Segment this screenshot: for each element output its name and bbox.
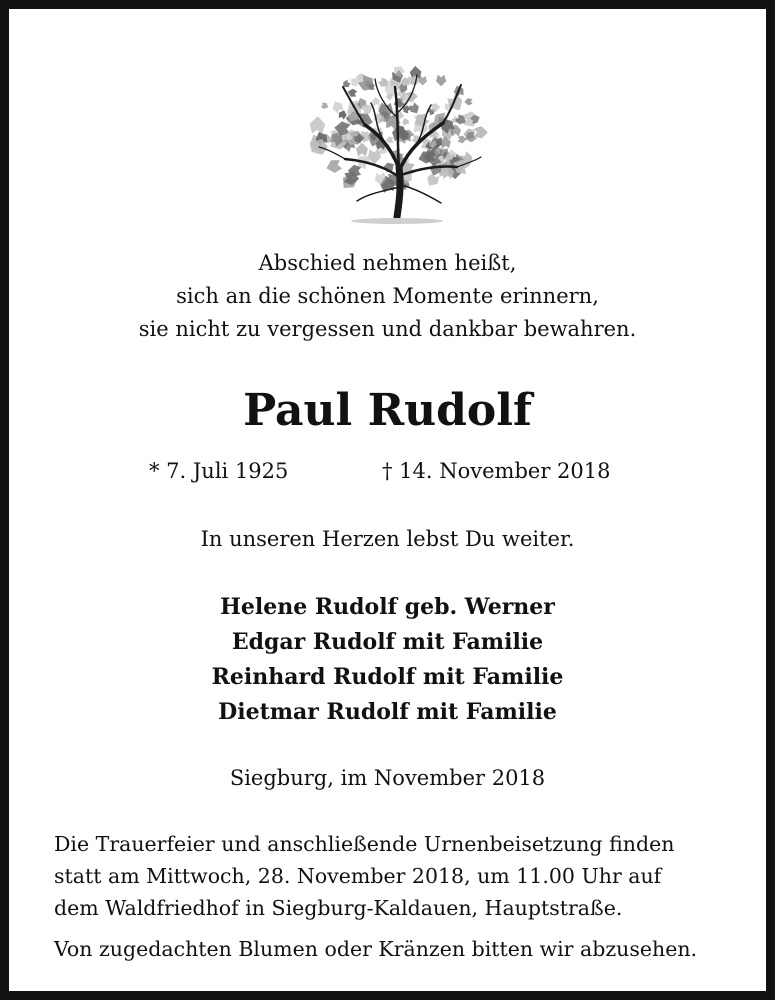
poem-line: Abschied nehmen heißt,: [258, 251, 517, 275]
death-date: † 14. November 2018: [382, 459, 611, 483]
leaf-shape: [309, 116, 326, 134]
leaf-shape: [386, 136, 394, 143]
leaf-shape: [325, 158, 343, 175]
leaf-shape: [320, 101, 329, 110]
ceremony-line: dem Waldfriedhof in Siegburg-Kaldauen, Hauptstraße.: [54, 896, 623, 920]
flowers-note: Von zugedachten Blumen oder Kränzen bitten wir abzusehen.: [54, 937, 698, 961]
leaf-shape: [424, 171, 441, 189]
tagline: In unseren Herzen lebst Du weiter.: [200, 527, 575, 551]
leaf-shape: [464, 98, 473, 106]
birth-date: * 7. Juli 1925: [149, 459, 289, 483]
mourners-list: [9, 590, 766, 730]
tree-icon: [305, 57, 489, 233]
deceased-name: Paul Rudolf: [243, 385, 532, 436]
place-date: Siegburg, im November 2018: [229, 766, 546, 790]
poem: [9, 247, 766, 346]
leaf-shape: [458, 135, 467, 143]
poem-line: sich an die schönen Momente erinnern,: [176, 284, 599, 308]
leaf-shape: [372, 97, 381, 107]
leaf-shape: [356, 143, 368, 157]
ceremony-line: statt am Mittwoch, 28. November 2018, um 11.00 Uhr auf: [54, 864, 662, 888]
leaf-shape: [341, 79, 352, 90]
ceremony-info: [54, 828, 722, 924]
mourner-name: Edgar Rudolf mit Familie: [231, 629, 544, 655]
leaf-shape: [436, 75, 446, 87]
mourner-name: Helene Rudolf geb. Werner: [220, 594, 555, 620]
life-dates: [9, 459, 766, 489]
mourner-name: Reinhard Rudolf mit Familie: [211, 664, 564, 690]
poem-line: sie nicht zu vergessen und dankbar bewahren.: [138, 317, 637, 341]
mourner-name: Dietmar Rudolf mit Familie: [218, 699, 557, 725]
leaf-shape: [401, 117, 410, 127]
leaf-shape: [430, 103, 440, 112]
ceremony-line: Die Trauerfeier und anschließende Urnenbeisetzung finden: [54, 832, 675, 856]
leaf-shape: [474, 126, 488, 139]
